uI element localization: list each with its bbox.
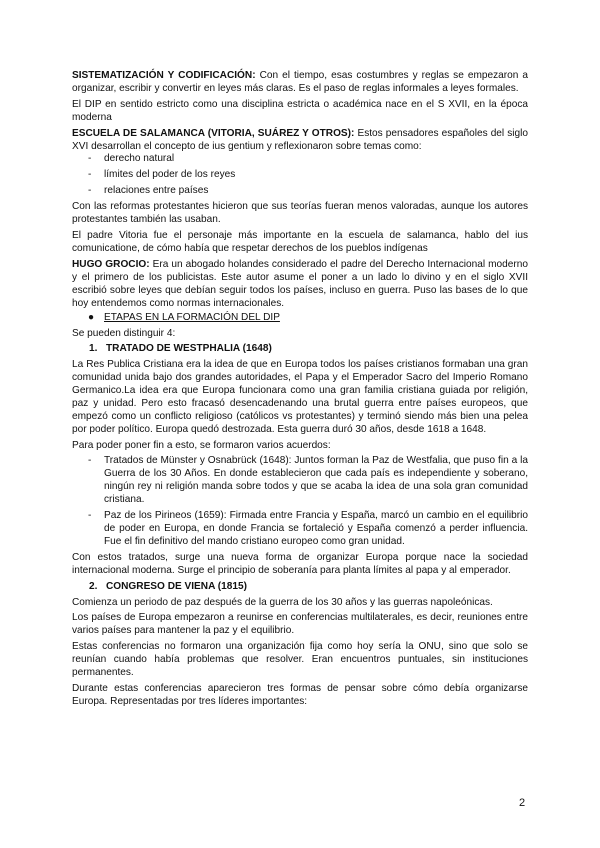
- heading-viena: 2. CONGRESO DE VIENA (1815): [89, 580, 247, 592]
- treaties-list: [72, 455, 528, 548]
- paragraph-salamanca: [72, 128, 528, 154]
- heading-westphalia: 1. TRATADO DE WESTPHALIA (1648): [89, 343, 272, 355]
- list-item: - Paz de los Pirineos (1659): Firmada entre Francia y España, marcó un cambio en el equilibrio de poder en Europa, en donde Francia se fortaleció y España comenzó a perder influencia. Fue el fin definitivo del mando cristiano europeo como gran unidad.: [88, 510, 528, 547]
- paragraph-dip-origin: El DIP en sentido estricto como una disciplina estricta o académica nace en el S XVII, en la época moderna: [72, 98, 528, 123]
- paragraph-text: Con el tiempo, esas costumbres y reglas se empezaron a organizar, escribir y convertir en leyes más claras. Es el paso de reglas informales a leyes formales.: [72, 70, 528, 94]
- paragraph-reformas: Con las reformas protestantes hicieron que sus teorías fueran menos valoradas, aunque los autores protestantes también las usaban.: [72, 201, 528, 226]
- heading-sistematizacion: SISTEMATIZACIÓN Y CODIFICACIÓN:: [72, 70, 256, 81]
- paragraph-vitoria: El padre Vitoria fue el personaje más importante en la escuela de salamanca, hablo del ius comunicatione, de cómo había que respetar derechos de los pueblos indígenas: [72, 229, 528, 254]
- paragraph-conferencias: Los países de Europa empezaron a reunirse en conferencias multilaterales, es decir, reuniones entre varios países para mantener la paz y el equilibrio.: [72, 612, 528, 637]
- heading-salamanca: ESCUELA DE SALAMANCA (VITORIA, SUÁREZ Y OTROS):: [72, 127, 355, 139]
- paragraph-grocio: [72, 259, 528, 311]
- paragraph-periodo-paz: Comienza un periodo de paz después de la guerra de los 30 años y las guerras napoleónicas.: [72, 596, 493, 608]
- paragraph-formas-pensar: Durante estas conferencias aparecieron tres formas de pensar sobre cómo debía organizarse Europa. Representadas por tres líderes importantes:: [72, 682, 528, 707]
- paragraph-text: Estos pensadores españoles del siglo XVI desarrollan el concepto de ius gentium y reflexionaron sobre temas como:: [72, 127, 528, 152]
- section-bullet: [72, 312, 528, 325]
- heading-grocio: HUGO GROCIO:: [72, 258, 150, 270]
- paragraph-sociedad-internacional: Con estos tratados, surge una nueva forma de organizar Europa porque nace la sociedad internacional moderna. Surge el principio de soberanía para planta límites al papa y al emperador.: [72, 551, 528, 576]
- paragraph-acuerdos: Para poder poner fin a esto, se formaron varios acuerdos:: [72, 439, 331, 451]
- list-item: - Tratados de Münster y Osnabrück (1648): Juntos forman la Paz de Westfalia, que puso fin a la Guerra de los 30 Años. En donde establecieron que cada país es independiente y soberano, ningún rey ni religión manda sobre todos y que se acaba la idea de una sola gran comunidad cristiana.: [88, 455, 528, 506]
- topics-list: [72, 153, 528, 198]
- document-page: [72, 70, 528, 712]
- section-heading-etapas: ETAPAS EN LA FORMACIÓN DEL DIP: [104, 312, 280, 324]
- paragraph-sistematizacion: [72, 70, 528, 96]
- paragraph-distinguir: Se pueden distinguir 4:: [72, 328, 176, 340]
- paragraph-res-publica: La Res Publica Cristiana era la idea de que en Europa todos los países cristianos formaban una gran comunidad unida bajo dos grandes autoridades, el Papa y el Emperador Sacro del Imperio Romano Germanico.La idea era que Europa funcionara como una gran familia cristiana guiada por religión, paz y unidad. Pero esto fracasó desencadenando una brutal guerra entre países europeos, que empezó como un conflicto religioso (católicos vs protestantes) y terminó siendo más bien una pelea por poder político. Europa quedó destrozada. Esta guerra duró 30 años, desde 1618 a 1648.: [72, 359, 528, 435]
- list-item: - derecho natural: [88, 153, 175, 165]
- list-item: - límites del poder de los reyes: [88, 169, 236, 181]
- page-number: 2: [519, 797, 526, 809]
- list-item: - relaciones entre países: [88, 185, 209, 197]
- paragraph-text: Era un abogado holandes considerado el padre del Derecho Internacional moderno y el primero de los publicistas. Este autor asume el poner a un lado lo divino y en el siglo XVII escribió sobre leyes que debían seguir todos los países, incluso en guerra. Puso las bases de lo que hoy entendemos como normas internacionales.: [72, 258, 528, 309]
- bullet-icon: ●: [88, 312, 95, 324]
- paragraph-organizacion: Estas conferencias no formaron una organización fija como hoy sería la ONU, sino que solo se reunían cuando había problemas que resolver. Eran encuentros puntuales, sin instituciones permanentes.: [72, 641, 528, 679]
